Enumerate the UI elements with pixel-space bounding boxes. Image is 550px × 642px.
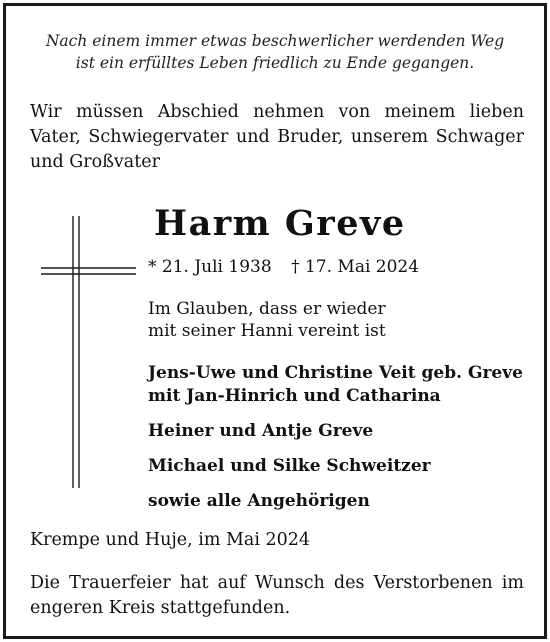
faith-line-1: Im Glauben, dass er wieder [148, 299, 386, 319]
birth-date: * 21. Juli 1938 [148, 257, 272, 277]
motto-line-2: ist ein erfülltes Leben friedlich zu Ende gegangen. [75, 54, 475, 72]
obituary-frame [3, 3, 547, 639]
mourner-entry [148, 362, 523, 408]
closing-text: Die Trauerfeier hat auf Wunsch des Verstorbenen im engeren Kreis stattgefunden. [30, 573, 524, 618]
mourner-entry [148, 420, 523, 443]
mourner-line: sowie alle Angehörigen [148, 491, 370, 511]
motto-line-1: Nach einem immer etwas beschwerlicher werdenden Weg [45, 32, 505, 50]
faith-line-2: mit seiner Hanni vereint ist [148, 321, 386, 341]
cross-icon [36, 216, 146, 488]
deceased-name: Harm Greve [154, 203, 406, 244]
mourner-entry [148, 455, 523, 478]
faith-text [148, 298, 386, 342]
mourner-entry [148, 490, 523, 513]
mourner-line: mit Jan-Hinrich und Catharina [148, 386, 441, 406]
mourners-list [148, 362, 523, 525]
place-date: Krempe und Huje, im Mai 2024 [30, 530, 311, 550]
motto-quote [6, 30, 544, 74]
mourner-line: Michael und Silke Schweitzer [148, 456, 431, 476]
mourner-line: Jens-Uwe und Christine Veit geb. Greve [148, 363, 523, 383]
life-dates [148, 256, 419, 278]
death-date: † 17. Mai 2024 [291, 257, 420, 277]
intro-text: Wir müssen Abschied nehmen von meinem lieben Vater, Schwiegervater und Bruder, unserem Schwager und Großvater [30, 102, 524, 172]
mourner-line: Heiner und Antje Greve [148, 421, 374, 441]
